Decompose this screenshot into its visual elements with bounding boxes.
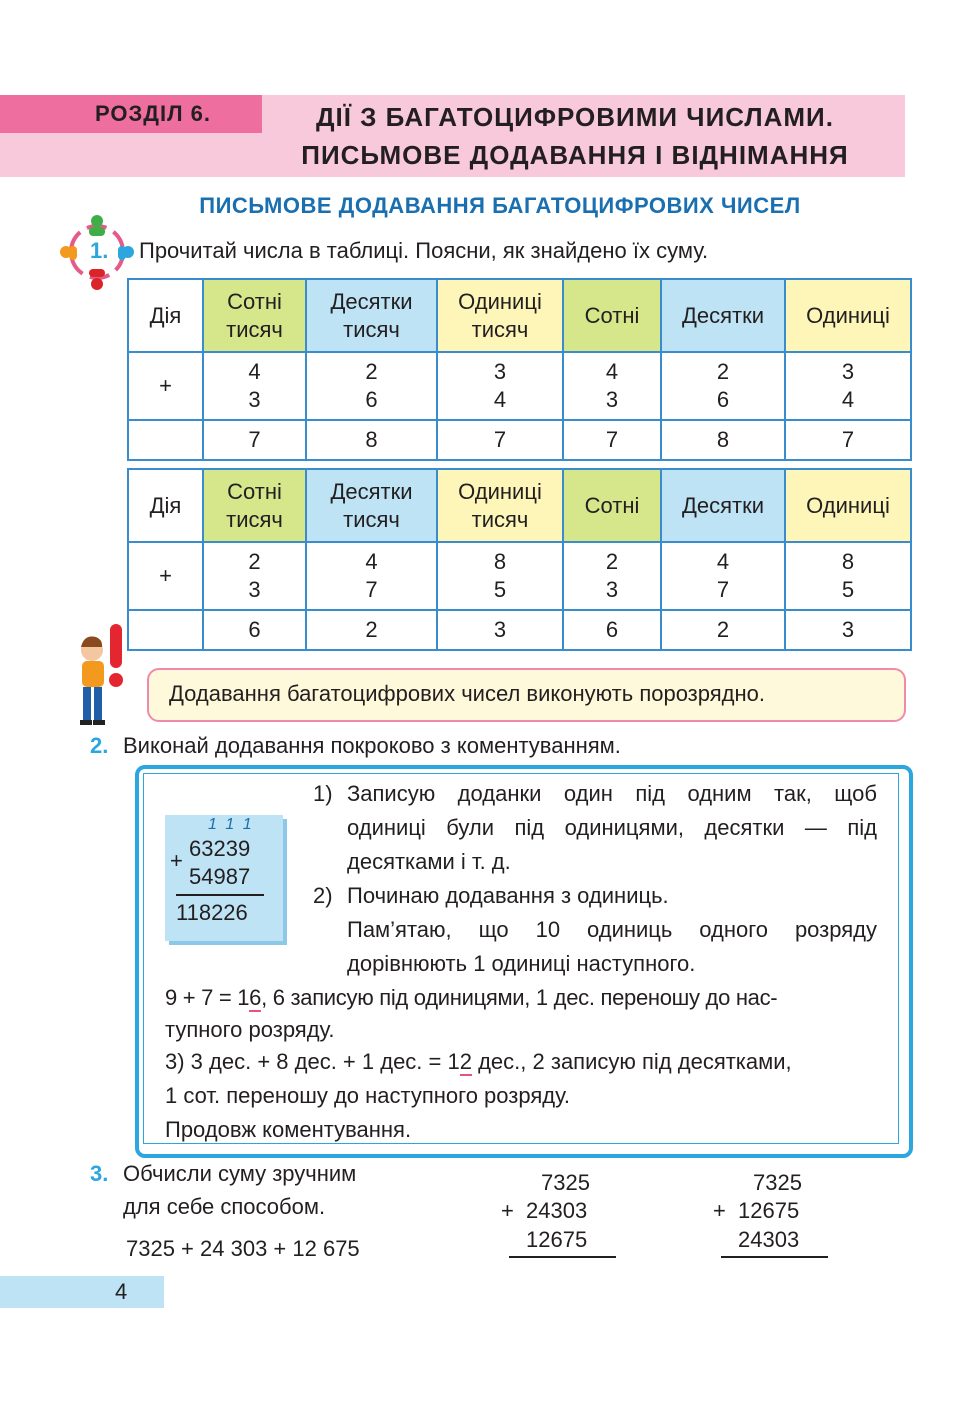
comment-line-b: тупного розряду. — [165, 1017, 335, 1042]
header-cell: Одиниці тисяч — [437, 469, 563, 542]
operation-cell: + — [128, 352, 203, 420]
table-row — [128, 542, 911, 610]
col2-addend-2: 12675 — [738, 1198, 800, 1223]
empty-cell — [128, 610, 203, 650]
sum-cell: 8 — [306, 420, 437, 460]
header-cell: Сотні тисяч — [203, 279, 306, 352]
step2-line3: дорівнюють 1 одиниці наступного. — [347, 951, 696, 976]
sum-result: 118226 — [176, 900, 248, 925]
task1-text: Прочитай числа в таблиці. Поясни, як знайдено їх суму. — [139, 238, 709, 263]
place-value-table-2 — [127, 468, 912, 651]
place-value-table-1 — [127, 278, 912, 461]
rule-box: Додавання багатоцифрових чисел виконують порозрядно. — [147, 668, 906, 722]
task1-number: 1. — [90, 238, 109, 263]
digit-cell: 3 4 — [785, 352, 911, 420]
page-number: 4 — [115, 1279, 128, 1304]
sum-cell: 3 — [437, 610, 563, 650]
task3-text-line1: Обчисли суму зручним — [123, 1161, 357, 1186]
operation-cell: + — [128, 542, 203, 610]
header-cell: Сотні — [563, 279, 661, 352]
sum-cell: 2 — [661, 610, 785, 650]
step1-line3: десятками і т. д. — [347, 849, 511, 874]
col2-plus: + — [713, 1198, 726, 1223]
col1-addend-3: 12675 — [526, 1227, 588, 1252]
comment-line-e: Продовж коментування. — [165, 1117, 412, 1142]
boy-exclamation-icon — [72, 620, 132, 728]
col1-addend-1: 7325 — [541, 1170, 590, 1195]
table-sum-row — [128, 420, 911, 460]
empty-cell — [128, 420, 203, 460]
table-header-row — [128, 469, 911, 542]
header-cell: Одиниці — [785, 279, 911, 352]
chapter-title-line1: ДІЇ З БАГАТОЦИФРОВИМИ ЧИСЛАМИ. — [316, 102, 834, 132]
carry-digits: 1 1 1 — [208, 816, 254, 833]
section-title: ПИСЬМОВЕ ДОДАВАННЯ БАГАТОЦИФРОВИХ ЧИСЕЛ — [199, 193, 801, 218]
sum-cell: 7 — [785, 420, 911, 460]
task2-text: Виконай додавання покроково з коментуванням. — [123, 733, 621, 758]
sum-line — [176, 894, 264, 896]
header-cell: Десятки тисяч — [306, 469, 437, 542]
digit-cell: 8 5 — [785, 542, 911, 610]
header-cell: Дія — [128, 469, 203, 542]
step1-number: 1) — [313, 781, 333, 806]
table-row — [128, 352, 911, 420]
sum-cell: 7 — [563, 420, 661, 460]
header-cell: Десятки — [661, 279, 785, 352]
header-cell: Одиниці — [785, 469, 911, 542]
sum-cell: 6 — [563, 610, 661, 650]
step2-line2: Пам’ятаю, що 10 одиниць одного розряду — [347, 917, 877, 942]
sum-cell: 6 — [203, 610, 306, 650]
header-cell: Десятки тисяч — [306, 279, 437, 352]
addend-1: 63239 — [189, 836, 251, 861]
digit-cell: 2 3 — [563, 542, 661, 610]
digit-cell: 4 3 — [203, 352, 306, 420]
task2-number: 2. — [90, 733, 109, 758]
step2-line1: Починаю додавання з одиниць. — [347, 883, 669, 908]
col1-sum-line — [509, 1256, 616, 1258]
header-cell: Десятки — [661, 469, 785, 542]
col1-plus: + — [501, 1198, 514, 1223]
col1-addend-2: 24303 — [526, 1198, 588, 1223]
col2-addend-1: 7325 — [753, 1170, 802, 1195]
comment-line-c: 3) 3 дес. + 8 дес. + 1 дес. = 12 дес., 2 записую під десятками, — [165, 1049, 792, 1074]
comment-line-a: 9 + 7 = 16, 6 записую під одиницями, 1 дес. переношу до нас- — [165, 985, 778, 1010]
step1-line1: Записую доданки один під одним так, щоб — [347, 781, 877, 806]
digit-cell: 4 3 — [563, 352, 661, 420]
digit-cell: 4 7 — [661, 542, 785, 610]
digit-cell: 4 7 — [306, 542, 437, 610]
header-cell: Сотні тисяч — [203, 469, 306, 542]
chapter-title — [265, 98, 885, 174]
col2-addend-3: 24303 — [738, 1227, 800, 1252]
comment-line-d: 1 сот. переношу до наступного розряду. — [165, 1083, 571, 1108]
task3-number: 3. — [90, 1161, 109, 1186]
sum-cell: 3 — [785, 610, 911, 650]
digit-cell: 2 6 — [661, 352, 785, 420]
page-number-band — [0, 1276, 164, 1308]
digit-cell: 8 5 — [437, 542, 563, 610]
col2-sum-line — [721, 1256, 828, 1258]
digit-cell: 2 6 — [306, 352, 437, 420]
sum-cell: 7 — [437, 420, 563, 460]
addend-2: 54987 — [189, 864, 251, 889]
digit-cell: 3 4 — [437, 352, 563, 420]
task3-expression: 7325 + 24 303 + 12 675 — [126, 1236, 360, 1261]
sum-cell: 7 — [203, 420, 306, 460]
table-sum-row — [128, 610, 911, 650]
plus-sign: + — [170, 848, 183, 873]
step2-number: 2) — [313, 883, 333, 908]
table-header-row — [128, 279, 911, 352]
header-cell: Одиниці тисяч — [437, 279, 563, 352]
header-cell: Сотні — [563, 469, 661, 542]
task3-text-line2: для себе способом. — [123, 1194, 326, 1219]
sum-cell: 8 — [661, 420, 785, 460]
chapter-label: РОЗДІЛ 6. — [95, 101, 211, 126]
header-cell: Дія — [128, 279, 203, 352]
sum-cell: 2 — [306, 610, 437, 650]
digit-cell: 2 3 — [203, 542, 306, 610]
step1-line2: одиниці були під одиницями, десятки — під — [347, 815, 877, 840]
chapter-title-line2: ПИСЬМОВЕ ДОДАВАННЯ І ВІДНІМАННЯ — [301, 140, 849, 170]
